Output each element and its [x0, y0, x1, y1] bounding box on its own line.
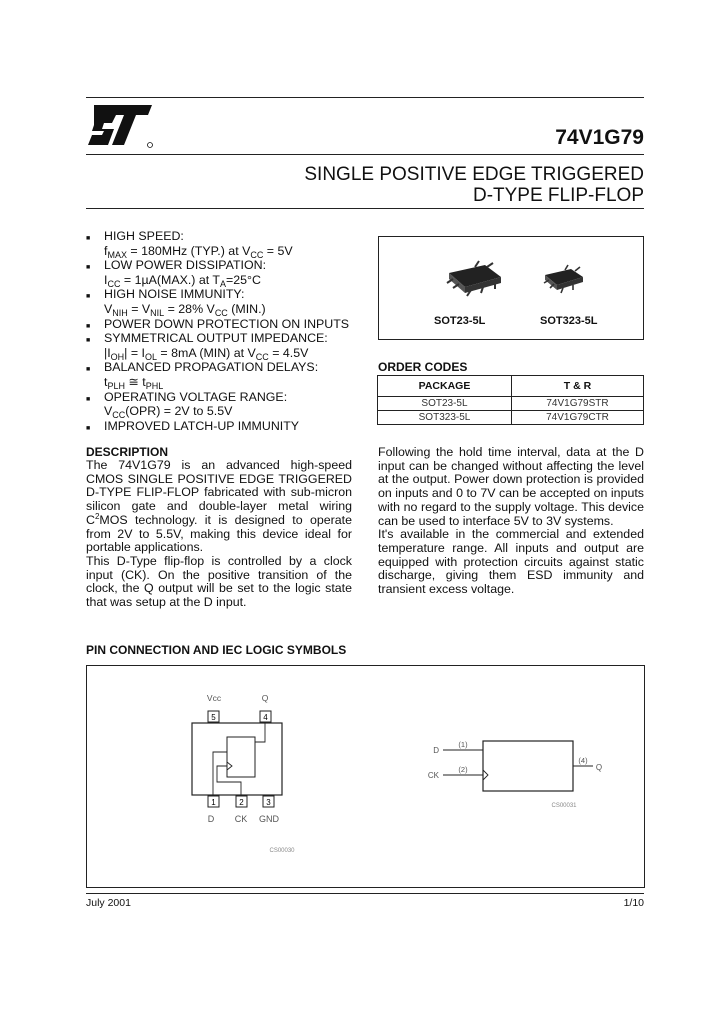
package-label-sot323: SOT323-5L [540, 315, 598, 327]
cell-tr: 74V1G79CTR [512, 411, 644, 425]
pin-number-4: 4 [263, 713, 268, 722]
feature-label: HIGH NOISE IMMUNITY: [104, 287, 245, 302]
table-row [378, 397, 644, 411]
iec-pin-2: (2) [458, 765, 468, 774]
feature-item: ■ POWER DOWN PROTECTION ON INPUTS [86, 316, 350, 331]
feature-item: ■ HIGH SPEED: [86, 229, 184, 243]
feature-label: OPERATING VOLTAGE RANGE: [104, 389, 288, 404]
title-line-1: SINGLE POSITIVE EDGE TRIGGERED [304, 164, 644, 185]
feature-label: LOW POWER DISSIPATION: [104, 258, 267, 273]
feature-label: HIGH SPEED: [104, 229, 184, 243]
feature-item: ■ OPERATING VOLTAGE RANGE: [86, 389, 288, 404]
sot23-package-icon [439, 259, 509, 301]
pin-number-1: 1 [211, 798, 216, 807]
pin-label-gnd: GND [259, 814, 279, 824]
iec-pin-1: (1) [458, 740, 468, 749]
description-heading: DESCRIPTION [86, 445, 169, 459]
pin-number-5: 5 [211, 713, 216, 722]
footer-date: July 2001 [86, 897, 131, 909]
iec-pin-4: (4) [578, 756, 588, 765]
feature-item: ■ LOW POWER DISSIPATION: [86, 258, 267, 273]
description-paragraph-2: This D-Type flip-flop is controlled by a clock input (CK). On the positive transition of the clock, the Q output will be set to the logic state that was setup at the D input. [86, 553, 352, 610]
title-bottom-rule [86, 208, 644, 209]
package-outline [192, 723, 282, 795]
st-logo-icon [86, 103, 154, 149]
iec-label-q: Q [595, 763, 603, 772]
description-paragraph-4: It's available in the commercial and extended temperature range. All inputs and output are equipped with protection circuits against static discharge, giving them ESD immunity and transient excess voltage. [378, 527, 644, 597]
pin-number-2: 2 [239, 798, 244, 807]
description-column-left [86, 459, 352, 610]
feature-detail: $t_{PLH}$ ≅ $t_{PHL}$ [104, 374, 164, 391]
feature-detail: $V_{NIH} = V_{NIL} = 28\%$ $V_{CC}$ (MIN.) [104, 301, 266, 318]
feature-list [86, 229, 376, 433]
cell-package: SOT323-5L [378, 411, 512, 425]
feature-label: SYMMETRICAL OUTPUT IMPEDANCE: [104, 331, 328, 346]
sot323-package-icon [537, 263, 593, 299]
table-row [378, 411, 644, 425]
title-rule [86, 154, 644, 155]
table-header-row [378, 376, 644, 397]
pin-diagram-box [86, 665, 645, 888]
description-paragraph-1: The 74V1G79 is an advanced high-speed CMOS SINGLE POSITIVE EDGE TRIGGERED D-TYPE FLIP-FLOP fabricated with sub-micron silicon gate and double-layer metal wiring $C^2MOS$ technology. it is designed to operate from 2V to 5.5V, making this device ideal for portable applications. [86, 458, 352, 555]
feature-detail: $f_{MAX} = 180MHz$ (TYP.) at $V_{CC} = 5V$ [104, 243, 293, 260]
top-rule [86, 97, 644, 98]
feature-detail: $V_{CC}(OPR) = 2V$ to 5.5V [104, 404, 233, 421]
pin-label-q: Q [261, 693, 269, 703]
iec-symbol-block [483, 741, 573, 791]
package-label-sot23: SOT23-5L [434, 315, 486, 327]
order-codes-heading: ORDER CODES [378, 360, 468, 374]
feature-item: ■ BALANCED PROPAGATION DELAYS: [86, 360, 319, 375]
pin-label-d: D [207, 814, 215, 824]
column-header-package: PACKAGE [378, 376, 512, 397]
pin-number-3: 3 [266, 798, 271, 807]
feature-item: ■ IMPROVED LATCH-UP IMMUNITY [86, 418, 300, 433]
feature-label: BALANCED PROPAGATION DELAYS: [104, 360, 319, 375]
flip-flop-block [227, 737, 255, 777]
package-figure [378, 236, 644, 340]
pin-label-vcc: Vcc [206, 693, 222, 703]
feature-label: POWER DOWN PROTECTION ON INPUTS [104, 316, 350, 331]
iec-label-d: D [433, 746, 439, 755]
column-header-tr: T & R [512, 376, 644, 397]
cell-tr: 74V1G79STR [512, 397, 644, 411]
feature-label: IMPROVED LATCH-UP IMMUNITY [104, 418, 300, 433]
title-line-2: D-TYPE FLIP-FLOP [472, 185, 644, 206]
pin-label-ck: CK [234, 814, 248, 824]
iec-label-ck: CK [427, 771, 439, 780]
diagram-code-left: CS00030 [269, 848, 295, 854]
cell-package: SOT23-5L [378, 397, 512, 411]
order-codes-table [377, 375, 644, 425]
part-number: 74V1G79 [555, 126, 644, 149]
feature-detail: $|I_{OH}| = I_{OL} = 8mA$ (MIN) at $V_{CC} = 4.5V$ [104, 345, 309, 362]
feature-item: ■ HIGH NOISE IMMUNITY: [86, 287, 245, 302]
description-paragraph-3: Following the hold time interval, data at the D input can be changed without affecting the level at the output. Power down protection is provided on inputs and 0 to 7V can be accepted on inputs with no regard to the supply voltage. This device can be used to interface 5V to 3V systems. [378, 445, 644, 528]
feature-item: ■ SYMMETRICAL OUTPUT IMPEDANCE: [86, 331, 328, 346]
pin-connection-diagram [87, 666, 644, 887]
description-column-right [378, 446, 644, 597]
pin-section-heading: PIN CONNECTION AND IEC LOGIC SYMBOLS [86, 643, 347, 657]
diagram-code-right: CS00031 [551, 803, 577, 809]
footer-rule [86, 893, 644, 894]
footer-page: 1/10 [623, 897, 644, 909]
feature-detail: $I_{CC} = 1\mu A(MAX.)$ at $T_A=25^\circ C$ [104, 272, 261, 289]
